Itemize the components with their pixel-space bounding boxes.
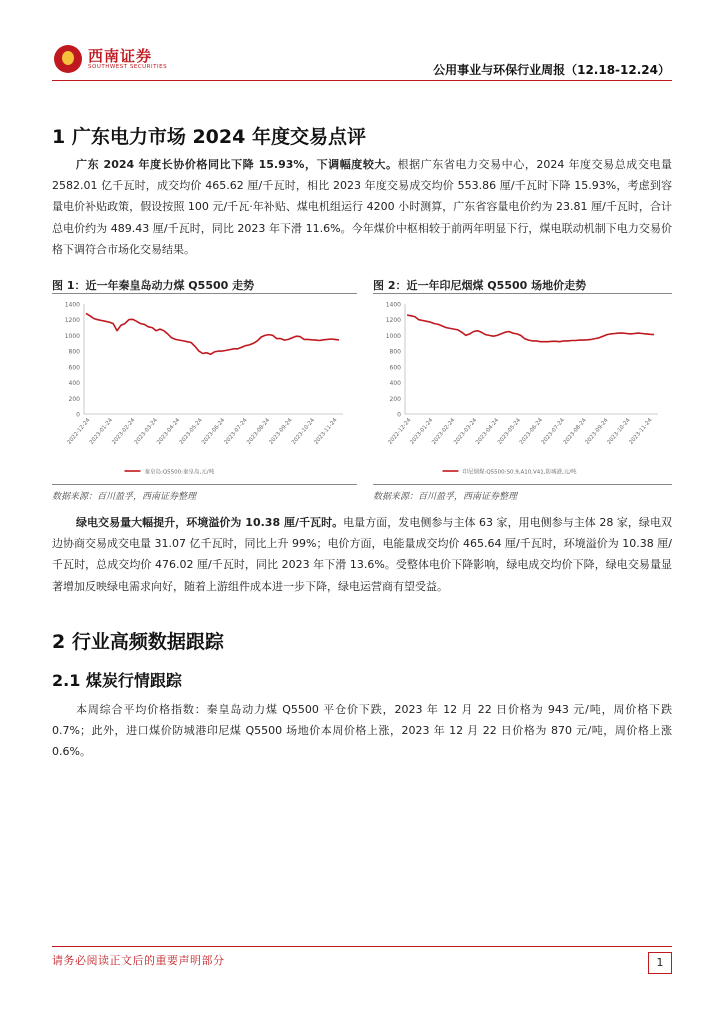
x-tick-label: 2023-09-24 bbox=[584, 417, 610, 446]
x-tick-label: 2023-05-24 bbox=[178, 417, 204, 446]
y-tick-label: 600 bbox=[389, 364, 401, 372]
logo-chinese-name: 西南证券 bbox=[88, 47, 153, 65]
logo-english-name: SOUTHWEST SECURITIES bbox=[88, 64, 168, 70]
paragraph-2-body: 电量方面，发电侧参与主体 63 家，用电侧参与主体 28 家，绿电双边协商交易成交电量 31.07 亿千瓦时，同比上升 99%；电价方面，电能量成交均价 465.64 厘/千瓦时，环境溢价为 10.38 厘/千瓦时，总成交均价 476.02 厘/千瓦时，同比 2023 年下滑 13.6%。受整体电价下降影响，绿电成交均价下降，绿电交易量显著增加反映绿电需求向好，随着上游组件成本进一步下降，绿电运营商有望受益。 bbox=[52, 516, 672, 593]
x-tick-label: 2023-07-24 bbox=[223, 417, 249, 446]
company-logo bbox=[54, 44, 204, 76]
figure-1-bottom-rule bbox=[52, 484, 357, 485]
page-number: 1 bbox=[648, 952, 672, 974]
figure-2-chart bbox=[373, 296, 672, 482]
y-tick-label: 800 bbox=[68, 348, 80, 356]
y-tick-label: 1000 bbox=[385, 332, 401, 340]
series-line bbox=[407, 315, 654, 342]
y-tick-label: 0 bbox=[76, 411, 80, 419]
section-2-1-paragraph: 本周综合平均价格指数：秦皇岛动力煤 Q5500 平仓价下跌，2023 年 12 月 22 日价格为 943 元/吨，周价格下跌 0.7%；此外，进口煤价防城港印尼煤 Q5500 场地价本周价格上涨，2023 年 12 月 22 日价格为 870 元/吨，周价格上涨 0.6%。 bbox=[52, 703, 672, 759]
x-tick-label: 2023-02-24 bbox=[111, 417, 137, 446]
figure-2-source: 数据来源：百川盈孚，西南证券整理 bbox=[373, 492, 518, 502]
y-tick-label: 1200 bbox=[64, 317, 80, 325]
figure-1-source: 数据来源：百川盈孚，西南证券整理 bbox=[52, 492, 197, 502]
section-1-heading: 1 广东电力市场 2024 年度交易点评 bbox=[52, 126, 366, 148]
figure-2-title: 图 2：近一年印尼烟煤 Q5500 场地价走势 bbox=[373, 279, 587, 292]
footer-divider bbox=[52, 946, 672, 947]
x-tick-label: 2023-06-24 bbox=[518, 417, 544, 446]
x-tick-label: 2023-01-24 bbox=[409, 417, 435, 446]
y-tick-label: 1200 bbox=[385, 317, 401, 325]
x-tick-label: 2022-12-24 bbox=[66, 417, 92, 446]
series-line bbox=[86, 313, 339, 354]
y-tick-label: 0 bbox=[397, 411, 401, 419]
legend-label: 印尼烟煤:Q5500:S0.9,A10,V41,防城港,元/吨 bbox=[462, 469, 577, 476]
x-tick-label: 2023-10-24 bbox=[606, 417, 632, 446]
y-tick-label: 200 bbox=[389, 395, 401, 403]
y-tick-label: 1000 bbox=[64, 332, 80, 340]
x-tick-label: 2023-03-24 bbox=[133, 417, 159, 446]
x-tick-label: 2023-08-24 bbox=[562, 417, 588, 446]
figure-1-title: 图 1：近一年秦皇岛动力煤 Q5500 走势 bbox=[52, 279, 255, 292]
x-tick-label: 2023-04-24 bbox=[475, 417, 501, 446]
x-tick-label: 2023-10-24 bbox=[290, 417, 317, 446]
legend-label: 秦皇岛:Q5500:秦皇岛,元/吨 bbox=[144, 469, 215, 476]
y-tick-label: 1400 bbox=[385, 301, 401, 309]
x-tick-label: 2023-01-24 bbox=[88, 417, 114, 446]
y-tick-label: 400 bbox=[68, 380, 80, 388]
x-tick-label: 2023-07-24 bbox=[540, 417, 566, 446]
section-1-paragraph-2 bbox=[52, 512, 672, 597]
paragraph-1-lead: 广东 2024 年度长协价格同比下降 15.93%，下调幅度较大。 bbox=[76, 158, 398, 171]
x-tick-label: 2023-04-24 bbox=[156, 417, 182, 446]
figure-1-chart bbox=[52, 296, 357, 482]
x-tick-label: 2023-08-24 bbox=[246, 417, 272, 446]
y-tick-label: 1400 bbox=[64, 301, 80, 309]
paragraph-1-body: 根据广东省电力交易中心，2024 年度交易总成交电量 2582.01 亿千瓦时，成交均价 465.62 厘/千瓦时，相比 2023 年度交易成交均价 553.86 厘/千瓦时下降 15.93%，考虑到容量电价补贴政策，假设按照 100 元/千瓦·年补贴、煤电机组运行 4200 小时测算，广东省容量电价约为 23.81 厘/千瓦时，合计总电价约为 489.43 厘/千瓦时，同比 2023 年下滑 11.6%。今年煤价中枢相较于前两年明显下行，煤电联动机制下电力交易价格下调符合市场化交易结果。 bbox=[52, 158, 672, 256]
header-divider bbox=[52, 80, 672, 81]
x-tick-label: 2023-03-24 bbox=[453, 417, 479, 446]
section-1-paragraph-1 bbox=[52, 154, 672, 260]
x-tick-label: 2023-11-24 bbox=[628, 417, 654, 446]
y-tick-label: 600 bbox=[68, 364, 80, 372]
x-tick-label: 2023-11-24 bbox=[313, 417, 339, 446]
logo-emblem-icon bbox=[54, 45, 82, 73]
section-2-heading: 2 行业高频数据跟踪 bbox=[52, 631, 224, 653]
x-tick-label: 2023-06-24 bbox=[201, 417, 227, 446]
figure-2-top-rule bbox=[373, 293, 672, 294]
y-tick-label: 800 bbox=[389, 348, 401, 356]
x-tick-label: 2022-12-24 bbox=[387, 417, 413, 446]
figure-1-top-rule bbox=[52, 293, 357, 294]
x-tick-label: 2023-05-24 bbox=[496, 417, 523, 446]
x-tick-label: 2023-09-24 bbox=[268, 417, 294, 446]
y-tick-label: 200 bbox=[68, 395, 80, 403]
paragraph-2-lead: 绿电交易量大幅提升，环境溢价为 10.38 厘/千瓦时。 bbox=[76, 516, 344, 529]
footer-disclaimer: 请务必阅读正文后的重要声明部分 bbox=[52, 954, 225, 967]
x-tick-label: 2023-02-24 bbox=[431, 417, 457, 446]
section-2-1-heading: 2.1 煤炭行情跟踪 bbox=[52, 671, 182, 690]
y-tick-label: 400 bbox=[389, 380, 401, 388]
figure-2-bottom-rule bbox=[373, 484, 672, 485]
report-title: 公用事业与环保行业周报（12.18-12.24） bbox=[433, 63, 670, 77]
